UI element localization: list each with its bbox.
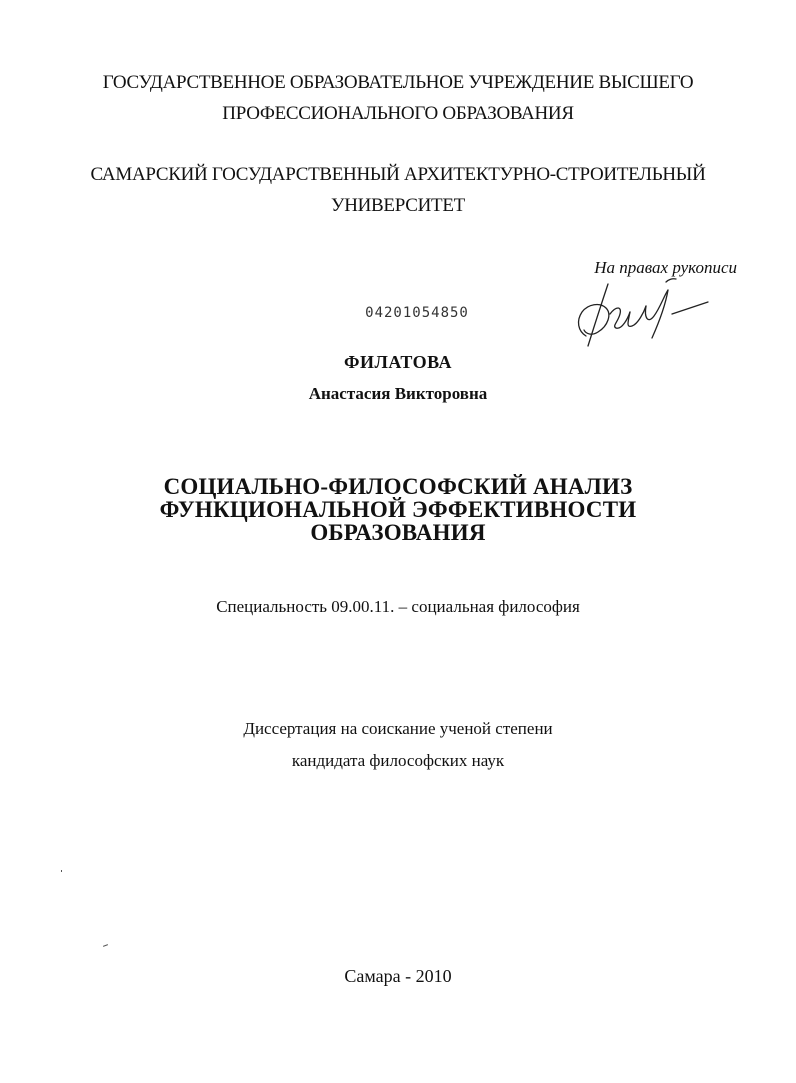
scan-speck [61, 870, 62, 872]
university-line-1: САМАРСКИЙ ГОСУДАРСТВЕННЫЙ АРХИТЕКТУРНО-СТРОИТЕЛЬНЫЙ [90, 164, 706, 185]
author-name: Анастасия Викторовна [308, 384, 488, 403]
city-year: Самара - 2010 [344, 966, 452, 986]
barcode-number: 04201054850 [365, 305, 469, 321]
specialty-line: Специальность 09.00.11. – социальная философия [216, 597, 580, 616]
degree-line-2: кандидата философских наук [291, 751, 505, 770]
dissertation-title-line-2: ФУНКЦИОНАЛЬНОЙ ЭФФЕКТИВНОСТИ [159, 497, 637, 522]
manuscript-rights-note: На правах рукописи [594, 258, 737, 277]
dissertation-title-line-3: ОБРАЗОВАНИЯ [310, 520, 486, 545]
university-line-2: УНИВЕРСИТЕТ [331, 195, 465, 216]
organization-line-1: ГОСУДАРСТВЕННОЕ ОБРАЗОВАТЕЛЬНОЕ УЧРЕЖДЕНИЕ ВЫСШЕГО [102, 72, 694, 93]
scan-speck [103, 944, 108, 947]
organization-line-2: ПРОФЕССИОНАЛЬНОГО ОБРАЗОВАНИЯ [222, 103, 574, 124]
signature-icon [568, 276, 718, 356]
dissertation-title-line-1: СОЦИАЛЬНО-ФИЛОСОФСКИЙ АНАЛИЗ [163, 474, 633, 499]
author-surname: ФИЛАТОВА [344, 352, 452, 372]
degree-line-1: Диссертация на соискание ученой степени [243, 719, 553, 738]
